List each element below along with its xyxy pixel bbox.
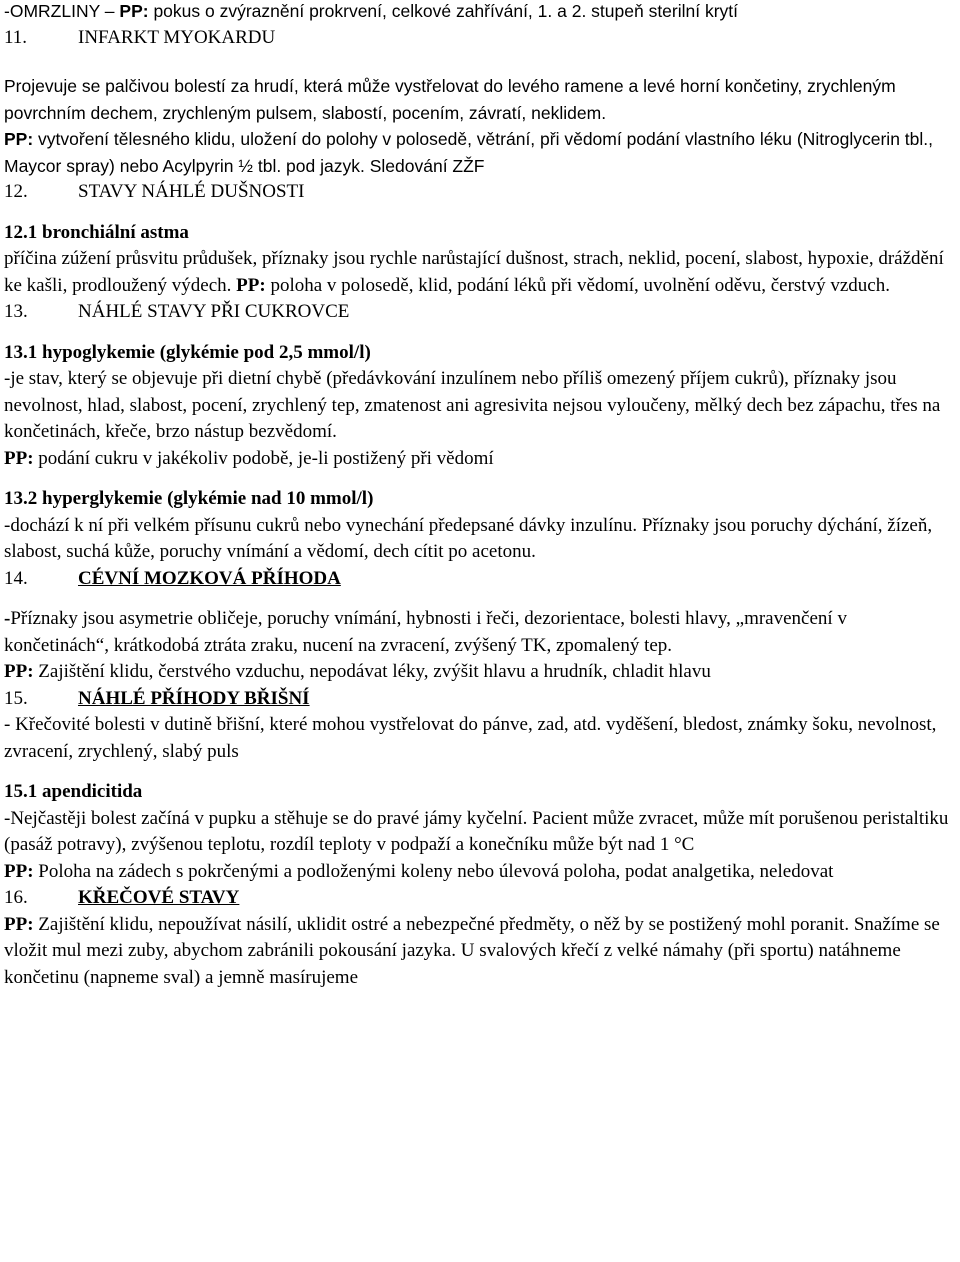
section-14-pp [4, 659, 956, 686]
subsection-title: 13.2 hyperglykemie (glykémie nad 10 mmol/l) [4, 488, 374, 509]
section-title: STAVY NÁHLÉ DUŠNOSTI [78, 181, 305, 202]
section-text: Příznaky jsou asymetrie obličeje, poruchy vnímání, hybnosti i řeči, dezorientace, bolesti hlavy, „mravenčení v končetinách“, krátkodobá ztráta zraku, nucení na zvracení, zvýšený TK, zpomalený tep. [4, 608, 847, 656]
section-14-heading [4, 566, 956, 593]
section-12-1-text [4, 246, 956, 299]
section-11-pp [4, 126, 956, 179]
section-14-text [4, 606, 956, 659]
section-13-heading [4, 299, 956, 326]
pp-text: podání cukru v jakékoliv podobě, je-li postižený při vědomí [33, 447, 494, 469]
pp-label: PP: [4, 447, 34, 469]
document-page [4, 0, 956, 991]
pp-text: Zajištění klidu, čerstvého vzduchu, nepodávat léky, zvýšit hlavu a hrudník, chladit hlavu [33, 661, 711, 682]
section-number: 13. [4, 301, 28, 322]
frostbite-paragraph [4, 0, 956, 25]
section-number: 11. [4, 26, 28, 48]
section-13-2-text: -dochází k ní při velkém přísunu cukrů nebo vynechání předepsané dávky inzulínu. Příznaky jsou poruchy dýchání, žízeň, slabost, suchá kůže, poruchy vnímání a vědomí, dech cítit po acetonu. [4, 514, 933, 562]
section-12-heading [4, 179, 956, 206]
section-number: 16. [4, 887, 28, 908]
subsection-text: příčina zúžení průsvitu průdušek, příznaky jsou rychle narůstající dušnost, strach, neklid, pocení, slabost, hypoxie, dráždění ke kašli, prodloužený výdech. [4, 248, 944, 296]
subsection-title: 15.1 apendicitida [4, 781, 143, 802]
leading-dash: - [4, 608, 11, 629]
section-13-1-title [4, 340, 956, 367]
section-title: NÁHLÉ PŘÍHODY BŘIŠNÍ [78, 687, 310, 709]
frostbite-text: pokus o zvýraznění prokrvení, celkové zahřívání, 1. a 2. stupeň sterilní krytí [148, 1, 739, 21]
section-title: CÉVNÍ MOZKOVÁ PŘÍHODA [78, 567, 341, 589]
pp-label: PP: [4, 661, 34, 682]
section-16-heading [4, 885, 956, 912]
section-15-1-pp [4, 859, 956, 886]
pp-text: vytvoření tělesného klidu, uložení do polohy v polosedě, větrání, při vědomí podání vlastního léku (Nitroglycerin tbl., Maycor spray) nebo Acylpyrin ½ tbl. pod jazyk. Sledování ZŽF [4, 129, 933, 176]
pp-text: Poloha na zádech s pokrčenými a podloženými koleny nebo úlevová poloha, podat analgetika, neledovat [33, 860, 834, 882]
pp-label: PP: [4, 129, 34, 149]
subsection-title: 13.1 hypoglykemie (glykémie pod 2,5 mmol/l) [4, 341, 371, 363]
pp-label: PP: [4, 860, 34, 882]
section-16-pp [4, 912, 956, 992]
section-title: KŘEČOVÉ STAVY [78, 887, 240, 908]
subsection-title: 12.1 bronchiální astma [4, 221, 189, 243]
section-15-heading [4, 686, 956, 713]
section-15-1-title [4, 779, 956, 806]
section-number: 12. [4, 181, 28, 202]
section-title: NÁHLÉ STAVY PŘI CUKROVCE [78, 301, 350, 322]
section-number: 15. [4, 687, 28, 709]
pp-label: PP: [4, 913, 34, 935]
section-13-1-text: -je stav, který se objevuje při dietní chybě (předávkování inzulínem nebo příliš omezený příjem cukrů), příznaky jsou nevolnost, hlad, slabost, pocení, zrychlený tep, zmatenost ani agresivita nejsou vyloučeny, mělký dech bez zápachu, třes na končetinách, křeče, brzo nástup bezvědomí. [4, 368, 941, 442]
pp-label: PP: [236, 274, 266, 296]
section-15-1-text: -Nejčastěji bolest začíná v pupku a stěhuje se do pravé jámy kyčelní. Pacient může zvracet, může mít porušenou peristaltiku (pasáž potravy), zvýšenou teplotu, rozdíl teploty v podpaží a konečníku může být nad 1 °C [4, 807, 949, 855]
pp-text: poloha v polosedě, klid, podání léků při vědomí, uvolnění oděvu, čerstvý vzduch. [265, 274, 890, 296]
pp-text: Zajištění klidu, nepoužívat násilí, uklidit ostré a nebezpečné předměty, o něž by se postižený mohl poranit. Snažíme se vložit mul mezi zuby, abychom zabránili pokousání jazyka. U svalových křečí z velké námahy (při sportu) natáhneme končetinu (napneme sval) a jemně masírujeme [4, 913, 940, 988]
section-11-text: Projevuje se palčivou bolestí za hrudí, která může vystřelovat do levého ramene a levé horní končetiny, zrychleným povrchním dechem, zrychleným pulsem, slabostí, pocením, závratí, neklidem. [4, 76, 896, 123]
section-15-text: - Křečovité bolesti v dutině břišní, které mohou vystřelovat do pánve, zad, atd. vyděšení, bledost, známky šoku, nevolnost, zvracení, zrychlený, slabý puls [4, 714, 937, 762]
section-number: 14. [4, 567, 28, 589]
section-13-1-pp [4, 446, 956, 473]
section-12-1-title [4, 220, 956, 247]
section-13-2-title [4, 486, 956, 513]
pp-label: PP: [119, 1, 149, 21]
frostbite-lead: -OMRZLINY – [4, 1, 120, 21]
section-11-heading [4, 25, 956, 52]
section-title: INFARKT MYOKARDU [78, 26, 276, 48]
